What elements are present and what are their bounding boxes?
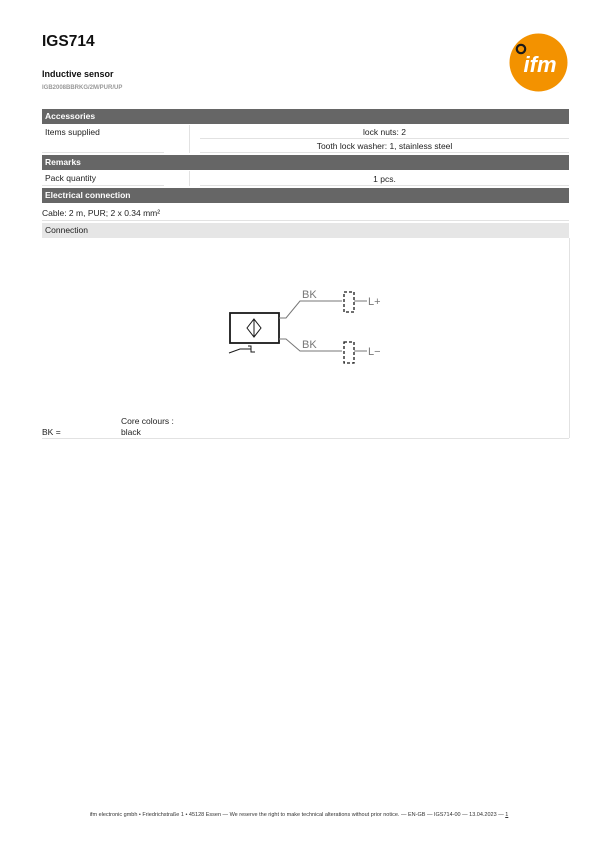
wire-1-label: BK <box>302 289 317 301</box>
connection-label: Connection <box>42 223 569 238</box>
load-2-label: L− <box>368 346 381 358</box>
page-number: 1 <box>505 812 509 818</box>
divider <box>569 238 570 438</box>
wiring-diagram <box>225 282 395 372</box>
cable-spec: Cable: 2 m, PUR; 2 x 0.34 mm² <box>42 208 161 218</box>
product-title: IGS714 <box>42 33 95 50</box>
product-subtitle: Inductive sensor <box>42 69 114 79</box>
divider <box>189 125 190 153</box>
load-1-label: L+ <box>368 296 381 308</box>
divider <box>42 438 569 439</box>
core-colour-name: black <box>121 427 141 437</box>
core-colours-heading: Core colours : <box>121 416 174 426</box>
switch-symbol <box>229 349 251 353</box>
load-2 <box>344 342 354 363</box>
wire-1 <box>279 301 342 318</box>
divider <box>42 220 569 221</box>
items-supplied-value-1: lock nuts: 2 <box>363 127 406 137</box>
page-footer <box>0 812 598 818</box>
ifm-logo <box>509 33 568 92</box>
load-1 <box>344 292 354 312</box>
footer-text: ifm electronic gmbh • Friedrichstraße 1 • 45128 Essen — We reserve the right to make technical alterations without prior notice. — EN-GB — IGS714-00 — 13.04.2023 — <box>89 812 504 818</box>
core-code: BK = <box>42 427 61 437</box>
article-code: IGB2008BBRKG/2M/PUR/UP <box>42 85 123 91</box>
electrical-connection-heading: Electrical connection <box>42 188 569 203</box>
divider <box>189 171 190 186</box>
divider <box>42 152 164 153</box>
divider <box>200 152 569 153</box>
logo-text: ifm <box>523 52 557 77</box>
remarks-heading: Remarks <box>42 155 569 170</box>
pack-quantity-label: Pack quantity <box>45 173 97 183</box>
accessories-heading: Accessories <box>42 109 569 124</box>
pack-quantity-value: 1 pcs. <box>373 174 396 184</box>
divider <box>42 185 164 186</box>
wire-2-label: BK <box>302 339 317 351</box>
divider <box>200 138 569 139</box>
divider <box>200 185 569 186</box>
items-supplied-label: Items supplied <box>45 127 100 137</box>
items-supplied-value-2: Tooth lock washer: 1, stainless steel <box>316 141 453 151</box>
